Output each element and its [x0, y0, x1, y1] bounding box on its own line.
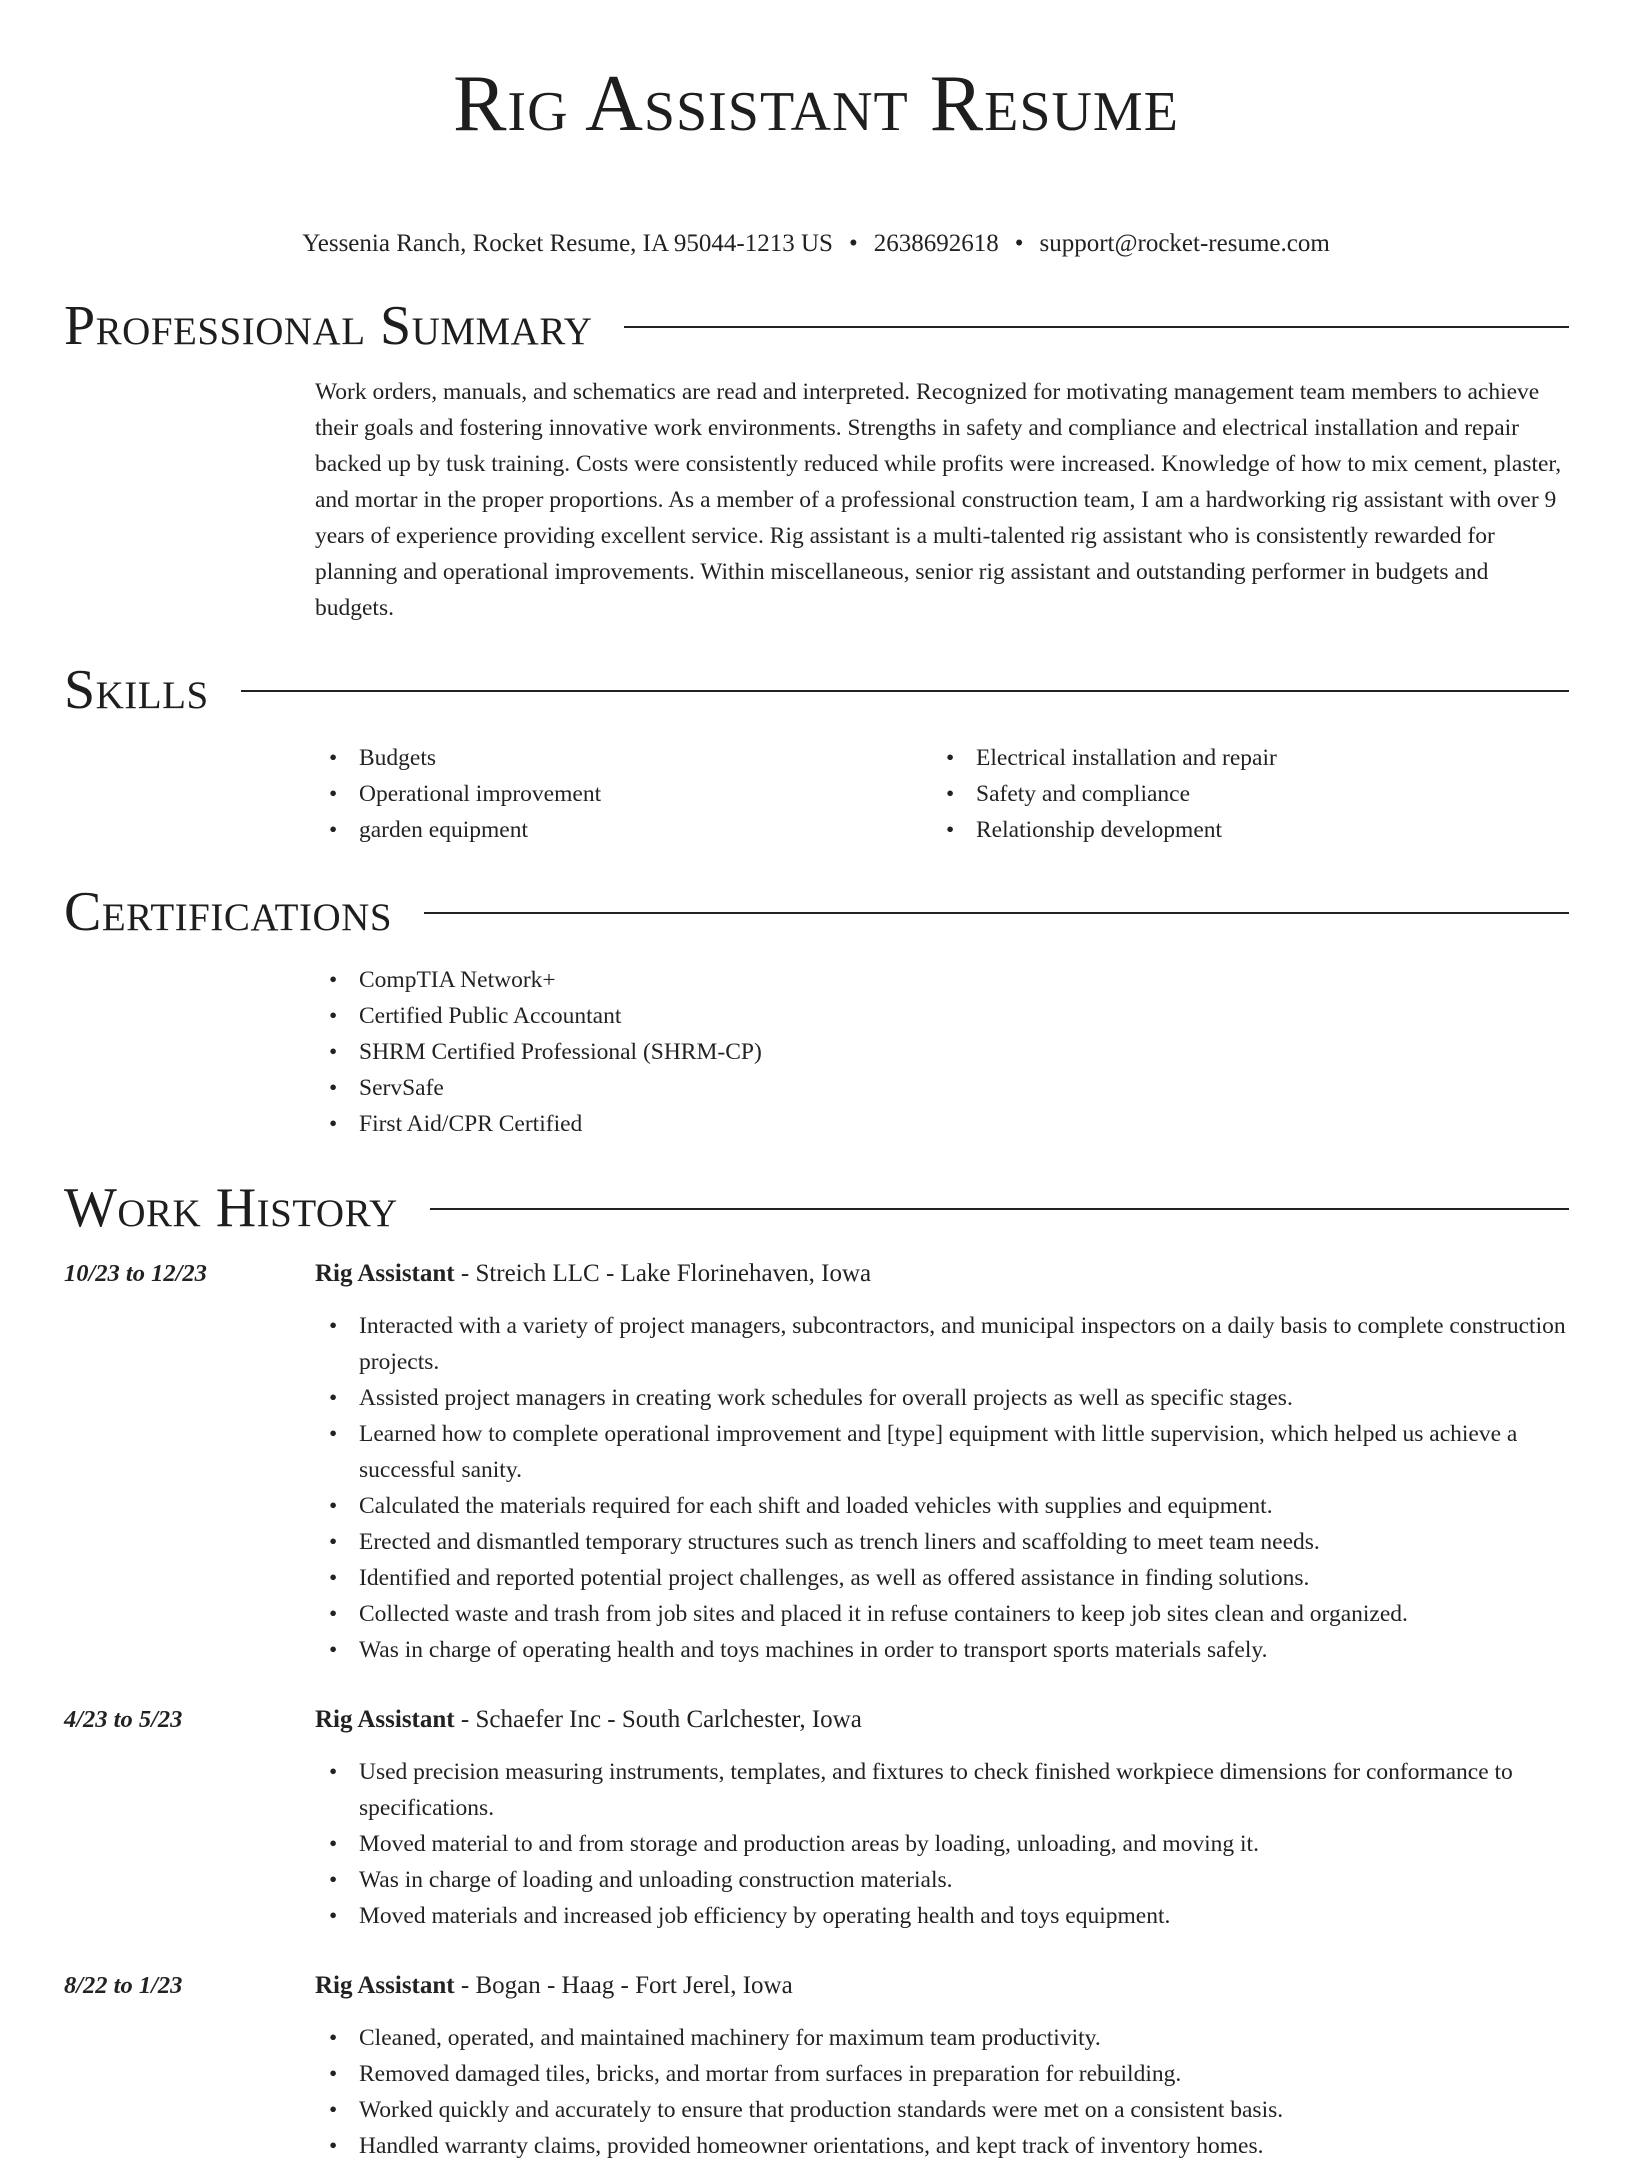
skill-item: • Electrical installation and repair — [932, 740, 1549, 776]
job-bullet: • Erected and dismantled temporary structures such as trench liners and scaffolding to meet team needs. — [315, 1524, 1569, 1560]
summary-text: Work orders, manuals, and schematics are read and interpreted. Recognized for motivating management team members to achieve their goals and fostering innovative work environments. Strengths in safety and compliance and electrical installation and repair backed up by tusk training. Costs were consistently reduced while profits were increased. Knowledge of how to mix cement, plaster, and mortar in the proper proportions. As a member of a professional construction team, I am a hardworking rig assistant with over 9 years of experience providing excellent service. Rig assistant is a multi-talented rig assistant who is consistently rewarded for planning and operational improvements. Within miscellaneous, senior rig assistant and outstanding performer in budgets and budgets. — [315, 379, 1562, 621]
section-divider — [624, 326, 1569, 328]
job-bullet: • Collected waste and trash from job sites and placed it in refuse containers to keep job sites clean and organized. — [315, 1596, 1569, 1632]
section-divider — [241, 690, 1569, 692]
section-heading: Skills — [64, 659, 209, 721]
job-bullet: • Interacted with a variety of project managers, subcontractors, and municipal inspectors on a daily basis to complete construction projects. — [315, 1308, 1569, 1380]
job-bullets — [315, 1754, 1569, 1934]
phone: 2638692618 — [873, 230, 999, 257]
job-title-line — [315, 1702, 1569, 1738]
job-bullet: • Worked quickly and accurately to ensure that production standards were met on a consistent basis. — [315, 2092, 1569, 2128]
job-dates: 8/22 to 1/23 — [64, 1972, 183, 1999]
work-history-section-header — [64, 1176, 1569, 1240]
section-heading: Certifications — [64, 881, 393, 943]
skills-column-right — [932, 740, 1549, 848]
certifications-list — [315, 962, 1569, 1142]
skill-item: • garden equipment — [315, 812, 932, 848]
job-title: Rig Assistant — [315, 1972, 455, 1999]
job-dates: 10/23 to 12/23 — [64, 1260, 207, 1287]
summary-section-header — [64, 294, 1569, 358]
job-title: Rig Assistant — [315, 1260, 455, 1287]
job-bullet: • Moved material to and from storage and production areas by loading, unloading, and moving it. — [315, 1826, 1569, 1862]
certification-item: • First Aid/CPR Certified — [315, 1106, 1569, 1142]
address: Yessenia Ranch, Rocket Resume, IA 95044-1213 US — [302, 230, 833, 257]
skills-column-left — [315, 740, 932, 848]
certification-item: • SHRM Certified Professional (SHRM-CP) — [315, 1034, 1569, 1070]
job-bullets — [315, 1308, 1569, 1668]
email: support@rocket-resume.com — [1039, 230, 1330, 257]
job-bullet: • Learned how to complete operational improvement and [type] equipment with little supervision, which helped us achieve a successful sanity. — [315, 1416, 1569, 1488]
section-divider — [424, 912, 1569, 914]
certifications-section-header — [64, 880, 1569, 944]
section-divider — [430, 1208, 1569, 1210]
section-heading: Professional Summary — [64, 295, 593, 357]
job-title-line — [315, 1256, 1569, 1292]
skill-item: • Budgets — [315, 740, 932, 776]
job-bullet: • Calculated the materials required for each shift and loaded vehicles with supplies and equipment. — [315, 1488, 1569, 1524]
job-entry — [64, 1968, 1569, 2164]
job-bullet: • Cleaned, operated, and maintained machinery for maximum team productivity. — [315, 2020, 1569, 2056]
job-company: - Streich LLC - Lake Florinehaven, Iowa — [454, 1260, 872, 1287]
job-company: - Bogan - Haag - Fort Jerel, Iowa — [454, 1972, 793, 1999]
job-entry — [64, 1256, 1569, 1668]
section-heading: Work History — [64, 1177, 398, 1239]
job-bullet: • Was in charge of loading and unloading construction materials. — [315, 1862, 1569, 1898]
skills-list — [315, 740, 1569, 848]
certification-item: • Certified Public Accountant — [315, 998, 1569, 1034]
job-bullet: • Assisted project managers in creating work schedules for overall projects as well as specific stages. — [315, 1380, 1569, 1416]
separator: • — [1014, 230, 1024, 257]
skill-item: • Operational improvement — [315, 776, 932, 812]
job-dates: 4/23 to 5/23 — [64, 1706, 183, 1733]
skill-item: • Relationship development — [932, 812, 1549, 848]
contact-line — [0, 228, 1632, 260]
job-bullet: • Removed damaged tiles, bricks, and mortar from surfaces in preparation for rebuilding. — [315, 2056, 1569, 2092]
resume-title: Rig Assistant Resume — [453, 60, 1179, 148]
job-bullet: • Used precision measuring instruments, templates, and fixtures to check finished workpiece dimensions for conformance to specifications. — [315, 1754, 1569, 1826]
certification-item: • ServSafe — [315, 1070, 1569, 1106]
skill-item: • Safety and compliance — [932, 776, 1549, 812]
certification-item: • CompTIA Network+ — [315, 962, 1569, 998]
job-title: Rig Assistant — [315, 1706, 455, 1733]
job-title-line — [315, 1968, 1569, 2004]
skills-section-header — [64, 658, 1569, 722]
job-bullet: • Identified and reported potential project challenges, as well as offered assistance in finding solutions. — [315, 1560, 1569, 1596]
job-entry — [64, 1702, 1569, 1934]
job-bullet: • Moved materials and increased job efficiency by operating health and toys equipment. — [315, 1898, 1569, 1934]
job-bullet: • Handled warranty claims, provided homeowner orientations, and kept track of inventory homes. — [315, 2128, 1569, 2164]
job-bullet: • Was in charge of operating health and toys machines in order to transport sports materials safely. — [315, 1632, 1569, 1668]
job-bullets — [315, 2020, 1569, 2164]
job-company: - Schaefer Inc - South Carlchester, Iowa — [454, 1706, 862, 1733]
separator: • — [848, 230, 858, 257]
